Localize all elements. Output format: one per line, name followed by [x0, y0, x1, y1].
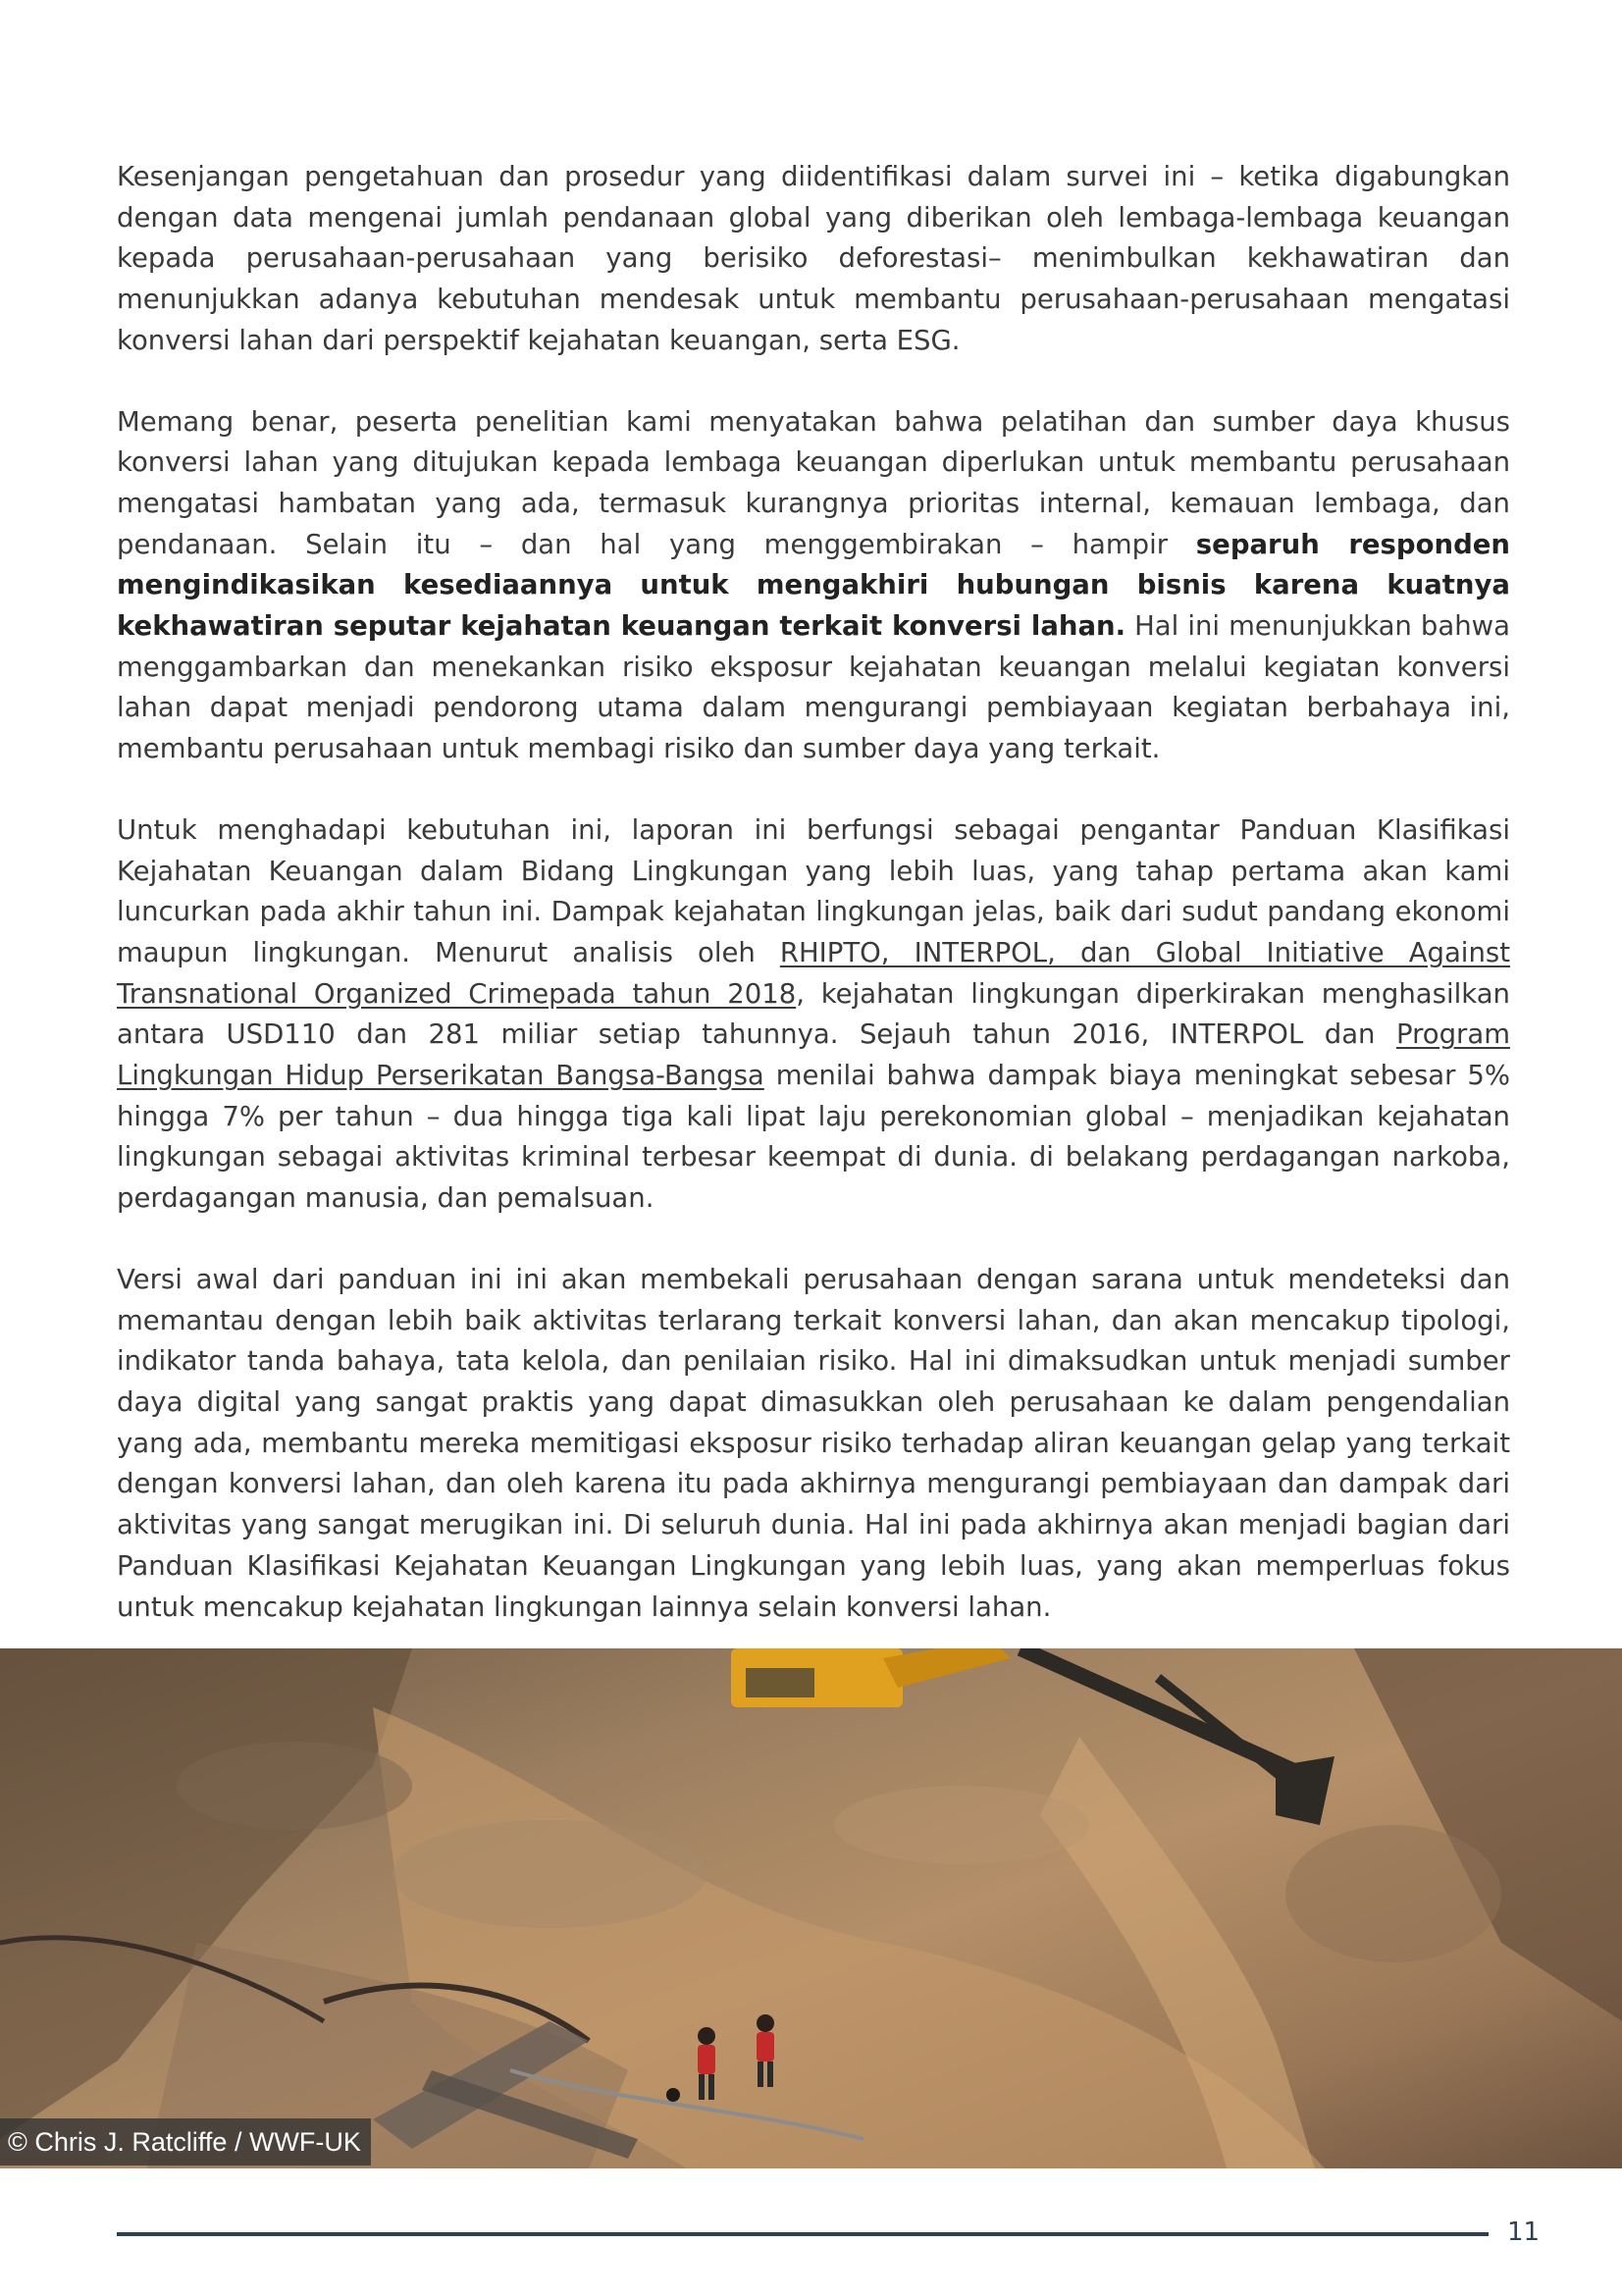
- photo-credit: © Chris J. Ratcliffe / WWF-UK: [0, 2118, 371, 2166]
- article-body: [117, 157, 1510, 1668]
- paragraph-2-outro: Hal ini menunjukkan bahwa menggambarkan dan menekankan risiko eksposur kejahatan keuangan melalui kegiatan konversi lahan dapat menjadi pendorong utama dalam mengurangi pembiayaan kegiatan berbahaya ini, membantu perusahaan untuk membagi risiko dan sumber daya yang terkait.: [117, 610, 1511, 765]
- paragraph-2-intro: Memang benar, peserta penelitian kami menyatakan bahwa pelatihan dan sumber daya khusus konversi lahan yang ditujukan kepada lembaga keuangan diperlukan untuk membantu perusahaan mengatasi hambatan yang ada, termasuk kurangnya prioritas internal, kemauan lembaga, dan pendanaan. Selain itu – dan hal yang menggembirakan – hampir: [117, 405, 1510, 560]
- footer-divider: [117, 2232, 1489, 2236]
- paragraph-2-highlight: separuh responden mengindikasikan kesediaannya untuk mengakhiri hubungan bisnis karena kuatnya kekhawatiran seputar kejahatan keuangan terkait konversi lahan.: [117, 528, 1510, 643]
- unep-link[interactable]: Program Lingkungan Hidup Perserikatan Bangsa-Bangsa: [117, 1018, 1510, 1092]
- page-number: 11: [1507, 2218, 1541, 2247]
- paragraph-3-intro: Untuk menghadapi kebutuhan ini, laporan ini berfungsi sebagai pengantar Panduan Klasifikasi Kejahatan Keuangan dalam Bidang Lingkungan yang lebih luas, yang tahap pertama akan kami luncurkan pada akhir tahun ini. Dampak kejahatan lingkungan jelas, baik dari sudut pandang ekonomi maupun lingkungan. Menurut analisis oleh: [117, 813, 1510, 968]
- mining-site-photo: [0, 1648, 1622, 2168]
- paragraph-3: [117, 810, 1510, 1220]
- paragraph-1: Kesenjangan pengetahuan dan prosedur yang diidentifikasi dalam survei ini – ketika digabungkan dengan data mengenai jumlah pendanaan global yang diberikan oleh lembaga-lembaga keuangan kepada perusahaan-perusahaan yang berisiko deforestasi– menimbulkan kekhawatiran dan menunjukkan adanya kebutuhan mendesak untuk membantu perusahaan-perusahaan mengatasi konversi lahan dari perspektif kejahatan keuangan, serta ESG.: [117, 161, 1510, 356]
- rhipto-interpol-link[interactable]: RHIPTO, INTERPOL, dan Global Initiative Against Transnational Organized Crimepada tahun 2018: [117, 936, 1510, 1010]
- paragraph-3-outro: menilai bahwa dampak biaya meningkat sebesar 5% hingga 7% per tahun – dua hingga tiga kali lipat laju perekonomian global – menjadikan kejahatan lingkungan sebagai aktivitas kriminal terbesar keempat di dunia. di belakang perdagangan narkoba, perdagangan manusia, dan pemalsuan.: [117, 1060, 1511, 1215]
- paragraph-3-middle: , kejahatan lingkungan diperkirakan menghasilkan antara USD110 dan 281 miliar setiap tahunnya. Sejauh tahun 2016, INTERPOL dan: [117, 977, 1510, 1051]
- mining-site-illustration: [0, 1648, 1622, 2168]
- paragraph-2: [117, 402, 1510, 770]
- paragraph-4: Versi awal dari panduan ini ini akan membekali perusahaan dengan sarana untuk mendeteksi dan memantau dengan lebih baik aktivitas terlarang terkait konversi lahan, dan akan mencakup tipologi, indikator tanda bahaya, tata kelola, dan penilaian risiko. Hal ini dimaksudkan untuk menjadi sumber daya digital yang sangat praktis yang dapat dimasukkan oleh perusahaan ke dalam pengendalian yang ada, membantu mereka memitigasi eksposur risiko terhadap aliran keuangan gelap yang terkait dengan konversi lahan, dan oleh karena itu pada akhirnya mengurangi pembiayaan dan dampak dari aktivitas yang sangat merugikan ini. Di seluruh dunia. Hal ini pada akhirnya akan menjadi bagian dari Panduan Klasifikasi Kejahatan Keuangan Lingkungan yang lebih luas, yang akan memperluas fokus untuk mencakup kejahatan lingkungan lainnya selain konversi lahan.: [117, 1263, 1510, 1623]
